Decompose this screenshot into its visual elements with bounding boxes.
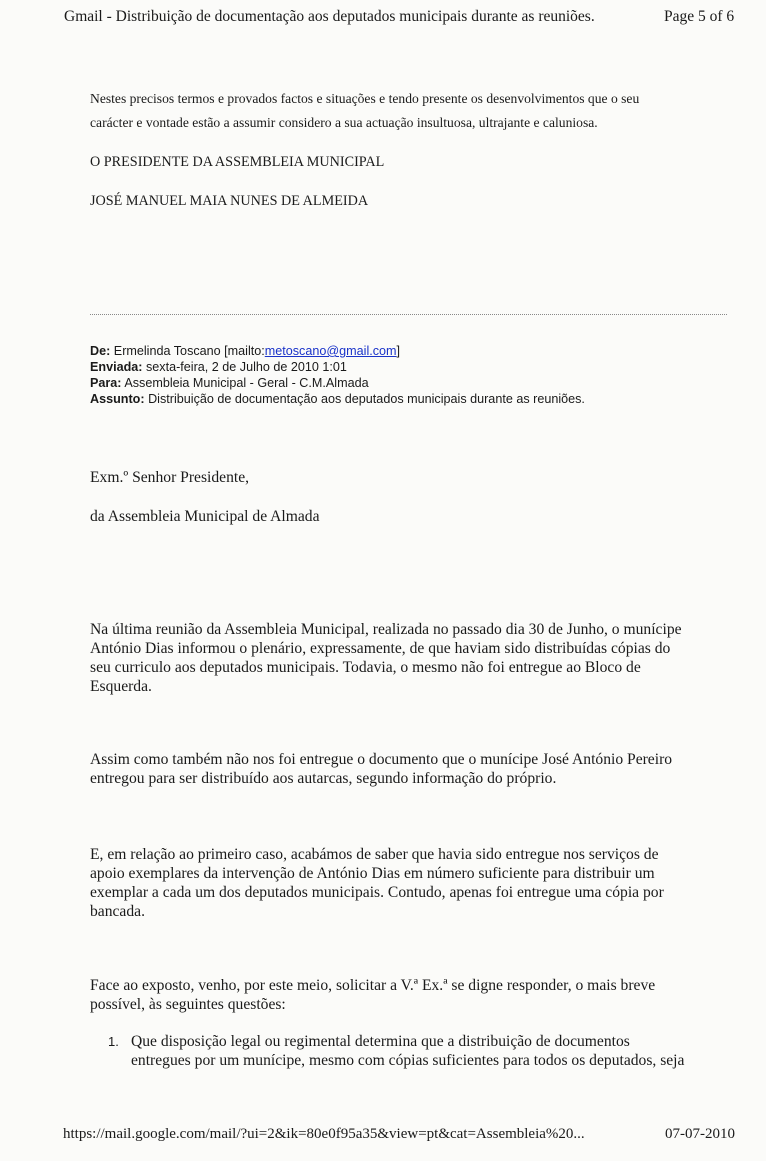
prev-paragraph-line-1: Nestes precisos termos e provados factos e situações e tendo presente os desenvolvimentos que o seu bbox=[90, 91, 640, 106]
signature-title: O PRESIDENTE DA ASSEMBLEIA MUNICIPAL bbox=[90, 154, 385, 170]
from-email-link[interactable]: metoscano@gmail.com bbox=[264, 344, 397, 358]
paragraph-3-line-3: exemplar a cada um dos deputados municipais. Contudo, apenas foi entregue uma cópia por bbox=[90, 884, 664, 901]
footer-date: 07-07-2010 bbox=[665, 1126, 735, 1142]
from-line bbox=[90, 343, 400, 359]
subject-line bbox=[90, 391, 585, 407]
to-label: Para: bbox=[90, 376, 122, 390]
list-item-1-line-2: entregues por um munícipe, mesmo com cópias suficientes para todos os deputados, seja bbox=[131, 1052, 685, 1069]
from-close: ] bbox=[396, 344, 401, 358]
sent-value: sexta-feira, 2 de Julho de 2010 1:01 bbox=[146, 360, 347, 374]
paragraph-2-line-1: Assim como também não nos foi entregue o documento que o munícipe José António Pereiro bbox=[90, 751, 673, 768]
from-label: De: bbox=[90, 344, 111, 358]
sent-label: Enviada: bbox=[90, 360, 143, 374]
paragraph-2-line-2: entregou para ser distribuído aos autarcas, segundo informação do próprio. bbox=[90, 770, 557, 787]
prev-paragraph-line-2: carácter e vontade estão a assumir considero a sua actuação insultuosa, ultrajante e caluniosa. bbox=[90, 115, 598, 130]
page-number: Page 5 of 6 bbox=[664, 8, 735, 25]
to-value: Assembleia Municipal - Geral - C.M.Almada bbox=[124, 376, 369, 390]
paragraph-1-line-4: Esquerda. bbox=[90, 678, 152, 695]
message-separator bbox=[90, 314, 727, 315]
sent-line bbox=[90, 359, 347, 375]
to-line bbox=[90, 375, 369, 391]
subject-value: Distribuição de documentação aos deputados municipais durante as reuniões. bbox=[148, 392, 585, 406]
paragraph-3-line-2: apoio exemplares da intervenção de António Dias em número suficiente para distribuir um bbox=[90, 865, 655, 882]
salutation-assembly: da Assembleia Municipal de Almada bbox=[90, 508, 320, 525]
from-name: Ermelinda Toscano [mailto: bbox=[113, 344, 265, 358]
subject-label: Assunto: bbox=[90, 392, 145, 406]
signature-name: JOSÉ MANUEL MAIA NUNES DE ALMEIDA bbox=[90, 193, 369, 209]
paragraph-1-line-1: Na última reunião da Assembleia Municipal, realizada no passado dia 30 de Junho, o munícipe bbox=[90, 621, 682, 638]
paragraph-4-line-1: Face ao exposto, venho, por este meio, solicitar a V.ª Ex.ª se digne responder, o mais breve bbox=[90, 977, 656, 994]
paragraph-3-line-4: bancada. bbox=[90, 903, 145, 920]
salutation: Exm.º Senhor Presidente, bbox=[90, 469, 250, 486]
document-title: Gmail - Distribuição de documentação aos deputados municipais durante as reuniões. bbox=[64, 8, 595, 25]
paragraph-1-line-3: seu curriculo aos deputados municipais. Todavia, o mesmo não foi entregue ao Bloco de bbox=[90, 659, 641, 676]
list-item-1-line-1: Que disposição legal ou regimental determina que a distribuição de documentos bbox=[131, 1033, 630, 1050]
paragraph-1-line-2: António Dias informou o plenário, expressamente, de que haviam sido distribuídas cópias do bbox=[90, 640, 671, 657]
paragraph-4-line-2: possível, às seguintes questões: bbox=[90, 996, 286, 1013]
paragraph-3-line-1: E, em relação ao primeiro caso, acabámos de saber que havia sido entregue nos serviços de bbox=[90, 846, 659, 863]
list-marker: 1. bbox=[108, 1034, 119, 1049]
footer-url: https://mail.google.com/mail/?ui=2&ik=80e0f95a35&view=pt&cat=Assembleia%20... bbox=[63, 1126, 585, 1142]
